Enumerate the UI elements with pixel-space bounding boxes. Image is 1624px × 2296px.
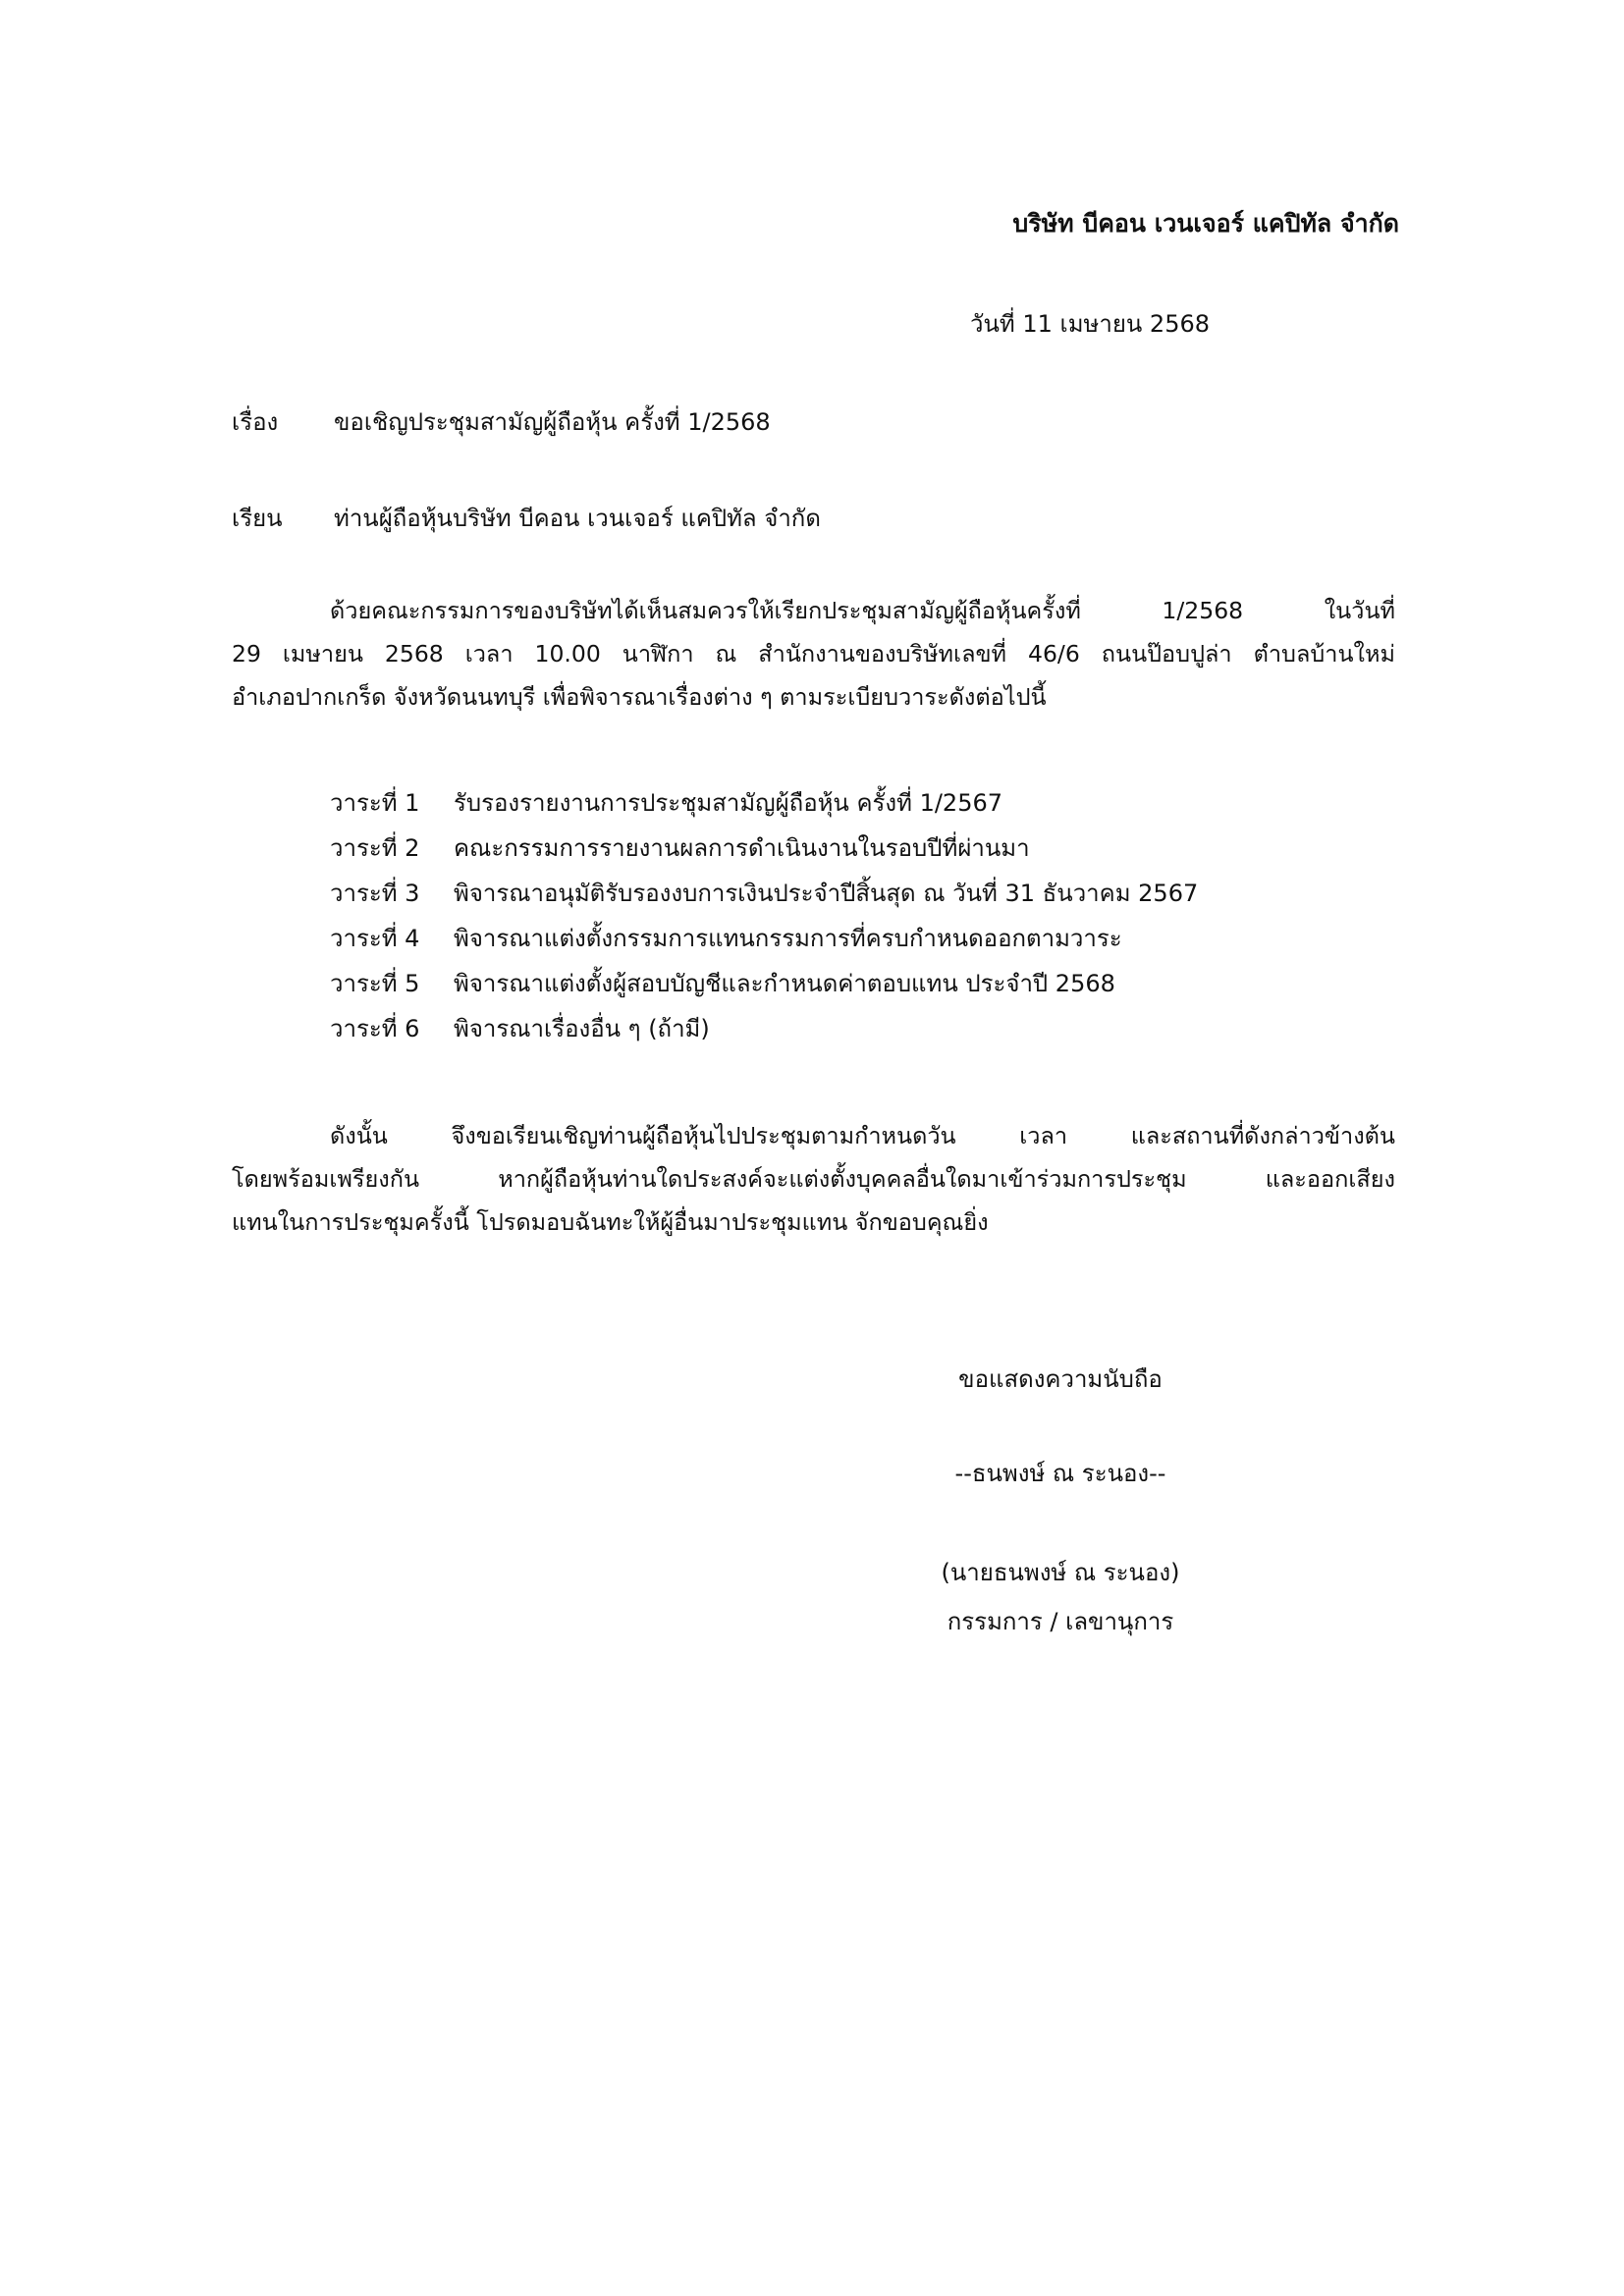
agenda-text: คณะกรรมการรายงานผลการดำเนินงานในรอบปีที่ผ่านมา: [454, 834, 1030, 862]
agenda-item: [330, 780, 1198, 826]
agenda-text: รับรองรายงานการประชุมสามัญผู้ถือหุ้น ครั้งที่ 1/2567: [454, 789, 1003, 817]
intro-line: 29 เมษายน 2568 เวลา 10.00 นาฬิกา ณ สำนักงานของบริษัทเลขที่ 46/6 ถนนป๊อบปูล่า ตำบลบ้านใหม่: [232, 640, 1395, 667]
agenda-text: พิจารณาเรื่องอื่น ๆ (ถ้ามี): [454, 1015, 710, 1042]
subject-label: เรื่อง: [232, 408, 279, 436]
recipient-text: ท่านผู้ถือหุ้นบริษัท บีคอน เวนเจอร์ แคปิทัล จำกัด: [334, 505, 821, 532]
agenda-number: วาระที่ 1: [330, 789, 420, 817]
letter-date: วันที่ 11 เมษายน 2568: [970, 310, 1210, 338]
closing-line: ดังนั้น จึงขอเรียนเชิญท่านผู้ถือหุ้นไปประชุมตามกำหนดวัน เวลา และสถานที่ดังกล่าวข้างต้น: [330, 1122, 1395, 1149]
agenda-number: วาระที่ 4: [330, 925, 420, 952]
agenda-number: วาระที่ 2: [330, 834, 420, 862]
agenda-number: วาระที่ 6: [330, 1015, 420, 1042]
signature-line: --ธนพงษ์ ณ ระนอง--: [954, 1460, 1166, 1487]
closing-salutation: ขอแสดงความนับถือ: [958, 1365, 1163, 1393]
closing-line: โดยพร้อมเพรียงกัน หากผู้ถือหุ้นท่านใดประสงค์จะแต่งตั้งบุคคลอื่นใดมาเข้าร่วมการประชุม และออกเสียง: [232, 1165, 1395, 1193]
recipient-label: เรียน: [232, 505, 283, 532]
agenda-text: พิจารณาแต่งตั้งกรรมการแทนกรรมการที่ครบกำหนดออกตามวาระ: [454, 925, 1122, 952]
intro-paragraph: [232, 589, 1395, 719]
intro-line: ด้วยคณะกรรมการของบริษัทได้เห็นสมควรให้เรียกประชุมสามัญผู้ถือหุ้นครั้งที่ 1/2568 ในวันที่: [330, 597, 1395, 624]
agenda-item: [330, 961, 1198, 1006]
agenda-text: พิจารณาแต่งตั้งผู้สอบบัญชีและกำหนดค่าตอบแทน ประจำปี 2568: [454, 970, 1115, 997]
agenda-number: วาระที่ 3: [330, 880, 420, 907]
agenda-item: [330, 1006, 1198, 1051]
agenda-text: พิจารณาอนุมัติรับรองงบการเงินประจำปีสิ้นสุด ณ วันที่ 31 ธันวาคม 2567: [454, 880, 1199, 907]
closing-paragraph: [232, 1114, 1395, 1244]
subject-text: ขอเชิญประชุมสามัญผู้ถือหุ้น ครั้งที่ 1/2568: [334, 408, 771, 436]
agenda-list: [330, 780, 1198, 1051]
signer-name: (นายธนพงษ์ ณ ระนอง): [941, 1559, 1180, 1586]
agenda-item: [330, 871, 1198, 916]
closing-line: แทนในการประชุมครั้งนี้ โปรดมอบฉันทะให้ผู้อื่นมาประชุมแทน จักขอบคุณยิ่ง: [232, 1208, 989, 1236]
signer-title: กรรมการ / เลขานุการ: [947, 1608, 1174, 1635]
agenda-number: วาระที่ 5: [330, 970, 420, 997]
agenda-item: [330, 916, 1198, 961]
agenda-item: [330, 826, 1198, 871]
intro-line: อำเภอปากเกร็ด จังหวัดนนทบุรี เพื่อพิจารณาเรื่องต่าง ๆ ตามระเบียบวาระดังต่อไปนี้: [232, 683, 1047, 711]
company-name: บริษัท บีคอน เวนเจอร์ แคปิทัล จำกัด: [1012, 209, 1399, 238]
